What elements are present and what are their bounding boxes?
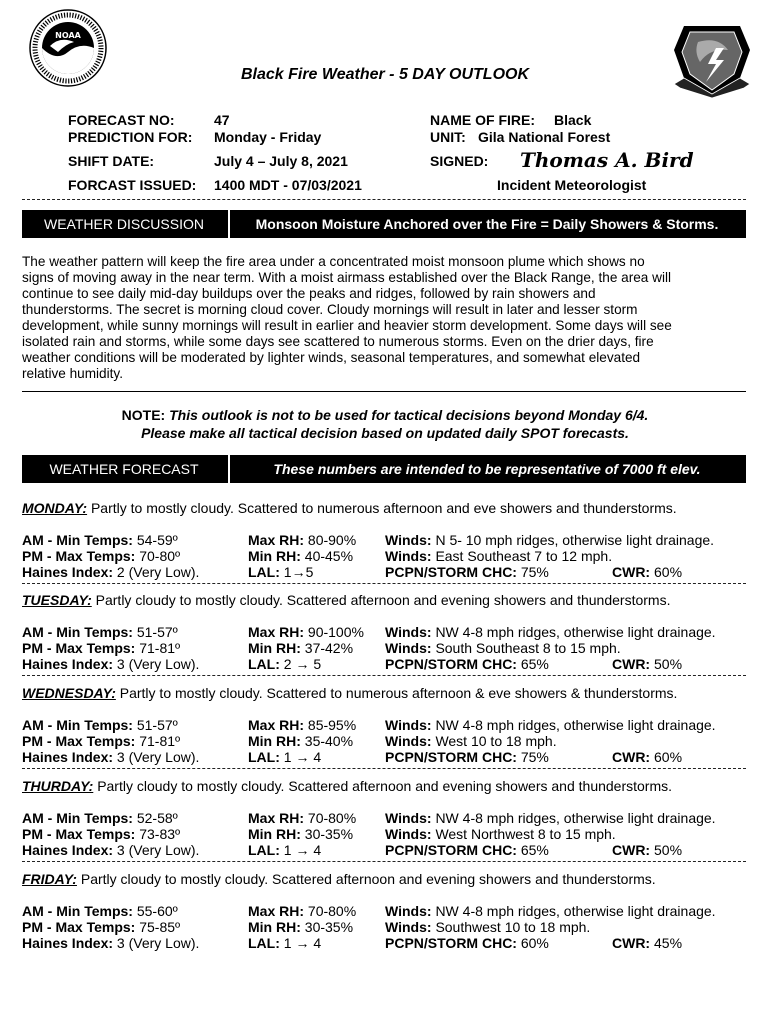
winds-ridges xyxy=(385,532,714,548)
day-name: TUESDAY: xyxy=(22,592,92,608)
day-summary-line xyxy=(22,685,752,701)
label: PM - Max Temps: xyxy=(22,919,136,935)
pm-max-temps xyxy=(22,919,180,935)
label: Max RH: xyxy=(248,717,305,733)
label: AM - Min Temps: xyxy=(22,532,133,548)
label: LAL: xyxy=(248,935,280,951)
cwr xyxy=(612,842,682,858)
shift-date-value: July 4 – July 8, 2021 xyxy=(214,153,348,169)
discussion-line: continue to see daily mid-day buildups over the peaks and ridges, followed by rain showers and xyxy=(22,286,596,301)
nws-logo xyxy=(670,22,754,100)
value: 85-95% xyxy=(307,717,357,733)
value: NW 4-8 mph ridges, otherwise light drainage. xyxy=(435,624,716,640)
value: 65% xyxy=(520,656,549,672)
label: AM - Min Temps: xyxy=(22,810,133,826)
day-name: THURDAY: xyxy=(22,778,94,794)
label: Max RH: xyxy=(248,532,305,548)
label: Min RH: xyxy=(248,640,301,656)
value: 90-100% xyxy=(307,624,364,640)
discussion-line: isolated rain and storms, while some days see scattered to numerous storms. Even on the drier days, fire xyxy=(22,334,654,349)
forecast-no-label: FORECAST NO: xyxy=(68,112,175,128)
lal xyxy=(248,842,321,858)
label: LAL: xyxy=(248,564,280,580)
value: NW 4-8 mph ridges, otherwise light drainage. xyxy=(435,717,716,733)
label: AM - Min Temps: xyxy=(22,903,133,919)
discussion-bar xyxy=(22,210,746,238)
label: CWR: xyxy=(612,564,651,580)
lal xyxy=(248,935,321,951)
day-summary: Partly cloudy to mostly cloudy. Scattered afternoon and evening showers and thunderstorms. xyxy=(80,871,656,887)
value: Southwest 10 to 18 mph. xyxy=(435,919,591,935)
pcpn-storm-chance xyxy=(385,749,549,765)
max-rh xyxy=(248,717,356,733)
discussion-line: relative humidity. xyxy=(22,366,123,381)
value: 40-45% xyxy=(304,548,354,564)
label: LAL: xyxy=(248,842,280,858)
label: Winds: xyxy=(385,532,432,548)
value: 45% xyxy=(654,935,683,951)
value: West 10 to 18 mph. xyxy=(435,733,557,749)
value: 52-58º xyxy=(136,810,178,826)
value: N 5- 10 mph ridges, otherwise light drainage. xyxy=(435,532,715,548)
forecast-label: WEATHER FORECAST xyxy=(49,461,199,477)
pcpn-storm-chance xyxy=(385,842,549,858)
cwr xyxy=(612,564,682,580)
haines-index xyxy=(22,935,199,951)
day-name: WEDNESDAY: xyxy=(22,685,116,701)
value: 3 (Very Low). xyxy=(116,749,200,765)
value: 65% xyxy=(520,842,549,858)
label: PCPN/STORM CHC: xyxy=(385,749,517,765)
label: Winds: xyxy=(385,717,432,733)
label: Winds: xyxy=(385,548,432,564)
value: 50% xyxy=(654,842,683,858)
pm-max-temps xyxy=(22,733,180,749)
cwr xyxy=(612,749,682,765)
haines-index xyxy=(22,564,199,580)
value: East Southeast 7 to 12 mph. xyxy=(435,548,613,564)
discussion-line: thunderstorms. The secret is morning cloud cover. Cloudy mornings will result in later and lesser storm xyxy=(22,302,638,317)
label: PM - Max Temps: xyxy=(22,548,136,564)
day-summary-line xyxy=(22,500,752,516)
day-summary: Partly to mostly cloudy. Scattered to numerous afternoon and eve showers and thunderstorms. xyxy=(90,500,677,516)
day-summary-line xyxy=(22,871,752,887)
label: CWR: xyxy=(612,656,651,672)
label: LAL: xyxy=(248,749,280,765)
value: 50% xyxy=(654,656,683,672)
label: PCPN/STORM CHC: xyxy=(385,656,517,672)
value: 60% xyxy=(654,749,683,765)
value: 71-81º xyxy=(139,733,181,749)
note-label: NOTE: xyxy=(121,407,166,423)
fire-name-value: Black xyxy=(554,112,592,128)
signature: Thomas A. Bird xyxy=(520,148,694,172)
label: Min RH: xyxy=(248,826,301,842)
value: 54-59º xyxy=(136,532,178,548)
label: PM - Max Temps: xyxy=(22,826,136,842)
label: Max RH: xyxy=(248,624,305,640)
pcpn-storm-chance xyxy=(385,564,549,580)
lal xyxy=(248,656,321,672)
haines-index xyxy=(22,842,199,858)
day-summary: Partly to mostly cloudy. Scattered to numerous afternoon & eve showers & thunderstorms. xyxy=(119,685,678,701)
label: Winds: xyxy=(385,919,432,935)
label: Winds: xyxy=(385,733,432,749)
max-rh xyxy=(248,532,356,548)
cwr xyxy=(612,935,682,951)
label: PCPN/STORM CHC: xyxy=(385,935,517,951)
label: Winds: xyxy=(385,810,432,826)
bar-separator xyxy=(228,210,230,238)
value: 51-57º xyxy=(136,717,178,733)
value: 73-83º xyxy=(139,826,181,842)
value: 3 (Very Low). xyxy=(116,935,200,951)
value: 3 (Very Low). xyxy=(116,656,200,672)
shift-date-label: SHIFT DATE: xyxy=(68,153,155,169)
divider xyxy=(22,768,746,769)
forecast-no-value: 47 xyxy=(214,112,230,128)
pcpn-storm-chance xyxy=(385,935,549,951)
am-min-temps xyxy=(22,717,178,733)
am-min-temps xyxy=(22,624,178,640)
label: PCPN/STORM CHC: xyxy=(385,564,517,580)
value: 60% xyxy=(520,935,549,951)
winds-ridges xyxy=(385,717,716,733)
signed-label: SIGNED: xyxy=(430,153,489,169)
value: 70-80% xyxy=(307,810,357,826)
label: Min RH: xyxy=(248,919,301,935)
value: 55-60º xyxy=(136,903,178,919)
signer-title: Incident Meteorologist xyxy=(497,177,647,193)
pm-max-temps xyxy=(22,640,180,656)
value: 60% xyxy=(654,564,683,580)
value: 70-80% xyxy=(307,903,357,919)
winds-ridges xyxy=(385,810,716,826)
label: AM - Min Temps: xyxy=(22,624,133,640)
label: Max RH: xyxy=(248,810,305,826)
note xyxy=(0,406,770,442)
value: 71-81º xyxy=(139,640,181,656)
svg-text:NOAA: NOAA xyxy=(55,31,81,40)
value: South Southeast 8 to 15 mph. xyxy=(435,640,621,656)
fire-name-label: NAME OF FIRE: xyxy=(430,112,535,128)
discussion-headline: Monsoon Moisture Anchored over the Fire = Daily Showers & Storms. xyxy=(255,216,719,232)
value: West Northwest 8 to 15 mph. xyxy=(435,826,616,842)
discussion-text xyxy=(22,254,748,382)
winds-valleys xyxy=(385,826,616,842)
discussion-line: weather conditions will be moderated by lighter winds, seasonal temperatures, and somewhat elevated xyxy=(22,350,641,365)
note-line-2: Please make all tactical decision based on updated daily SPOT forecasts. xyxy=(141,425,629,441)
max-rh xyxy=(248,810,356,826)
label: CWR: xyxy=(612,749,651,765)
issued-label: FORCAST ISSUED: xyxy=(68,177,197,193)
divider xyxy=(22,861,746,862)
value: 1 → 4 xyxy=(283,842,322,858)
label: Winds: xyxy=(385,903,432,919)
issued-value: 1400 MDT - 07/03/2021 xyxy=(214,177,362,193)
label: Haines Index: xyxy=(22,564,114,580)
value: 30-35% xyxy=(304,919,354,935)
day-summary: Partly cloudy to mostly cloudy. Scattered afternoon and evening showers and thunderstorms. xyxy=(95,592,671,608)
bar-separator xyxy=(228,455,230,483)
discussion-line: The weather pattern will keep the fire area under a concentrated moist monsoon plume which shows no xyxy=(22,254,645,269)
pm-max-temps xyxy=(22,826,180,842)
winds-ridges xyxy=(385,903,716,919)
label: Min RH: xyxy=(248,548,301,564)
am-min-temps xyxy=(22,532,178,548)
divider xyxy=(22,583,746,584)
divider xyxy=(22,675,746,676)
prediction-for-value: Monday - Friday xyxy=(214,129,322,145)
value: 70-80º xyxy=(139,548,181,564)
forecast-bar xyxy=(22,455,746,483)
divider xyxy=(22,391,746,392)
day-name: MONDAY: xyxy=(22,500,88,516)
winds-valleys xyxy=(385,640,621,656)
pm-max-temps xyxy=(22,548,180,564)
label: Haines Index: xyxy=(22,749,114,765)
lal xyxy=(248,564,313,580)
value: 3 (Very Low). xyxy=(116,842,200,858)
label: CWR: xyxy=(612,935,651,951)
day-name: FRIDAY: xyxy=(22,871,77,887)
winds-ridges xyxy=(385,624,716,640)
label: Winds: xyxy=(385,624,432,640)
value: 1 → 4 xyxy=(283,749,322,765)
value: 75% xyxy=(520,749,549,765)
label: PM - Max Temps: xyxy=(22,733,136,749)
haines-index xyxy=(22,656,199,672)
max-rh xyxy=(248,903,356,919)
value: 30-35% xyxy=(304,826,354,842)
haines-index xyxy=(22,749,199,765)
value: 2 → 5 xyxy=(283,656,322,672)
note-line-1: This outlook is not to be used for tactical decisions beyond Monday 6/4. xyxy=(165,407,649,423)
max-rh xyxy=(248,624,364,640)
label: CWR: xyxy=(612,842,651,858)
value: 75-85º xyxy=(139,919,181,935)
min-rh xyxy=(248,640,353,656)
value: NW 4-8 mph ridges, otherwise light drainage. xyxy=(435,903,716,919)
forecast-headline: These numbers are intended to be representative of 7000 ft elev. xyxy=(273,461,701,477)
cwr xyxy=(612,656,682,672)
unit-label: UNIT: xyxy=(430,129,466,145)
discussion-line: development, while sunny mornings will result in earlier and heavier storm development. Some days will see xyxy=(22,318,672,333)
pcpn-storm-chance xyxy=(385,656,549,672)
am-min-temps xyxy=(22,903,178,919)
day-summary: Partly cloudy to mostly cloudy. Scattered afternoon and evening showers and thunderstorms. xyxy=(97,778,673,794)
lal xyxy=(248,749,321,765)
label: Max RH: xyxy=(248,903,305,919)
winds-valleys xyxy=(385,919,590,935)
min-rh xyxy=(248,733,353,749)
value: 1 → 4 xyxy=(283,935,322,951)
value: 75% xyxy=(520,564,549,580)
winds-valleys xyxy=(385,733,557,749)
winds-valleys xyxy=(385,548,612,564)
page-title: Black Fire Weather - 5 DAY OUTLOOK xyxy=(240,66,530,83)
divider xyxy=(22,199,746,200)
label: Winds: xyxy=(385,826,432,842)
min-rh xyxy=(248,919,353,935)
min-rh xyxy=(248,826,353,842)
value: 37-42% xyxy=(304,640,354,656)
label: Haines Index: xyxy=(22,842,114,858)
min-rh xyxy=(248,548,353,564)
value: 80-90% xyxy=(307,532,357,548)
day-summary-line xyxy=(22,592,752,608)
label: LAL: xyxy=(248,656,280,672)
label: Haines Index: xyxy=(22,656,114,672)
unit-value: Gila National Forest xyxy=(478,129,611,145)
am-min-temps xyxy=(22,810,178,826)
label: Haines Index: xyxy=(22,935,114,951)
value: 51-57º xyxy=(136,624,178,640)
label: PCPN/STORM CHC: xyxy=(385,842,517,858)
prediction-for-label: PREDICTION FOR: xyxy=(68,129,193,145)
label: AM - Min Temps: xyxy=(22,717,133,733)
value: 2 (Very Low). xyxy=(116,564,200,580)
value: 35-40% xyxy=(304,733,354,749)
value: NW 4-8 mph ridges, otherwise light drainage. xyxy=(435,810,716,826)
label: Min RH: xyxy=(248,733,301,749)
discussion-label: WEATHER DISCUSSION xyxy=(44,216,204,232)
discussion-line: signs of moving away in the near term. With a moist airmass established over the Black Range, the area will xyxy=(22,270,672,285)
day-summary-line xyxy=(22,778,752,794)
label: Winds: xyxy=(385,640,432,656)
label: PM - Max Temps: xyxy=(22,640,136,656)
value: 1→5 xyxy=(283,564,314,580)
